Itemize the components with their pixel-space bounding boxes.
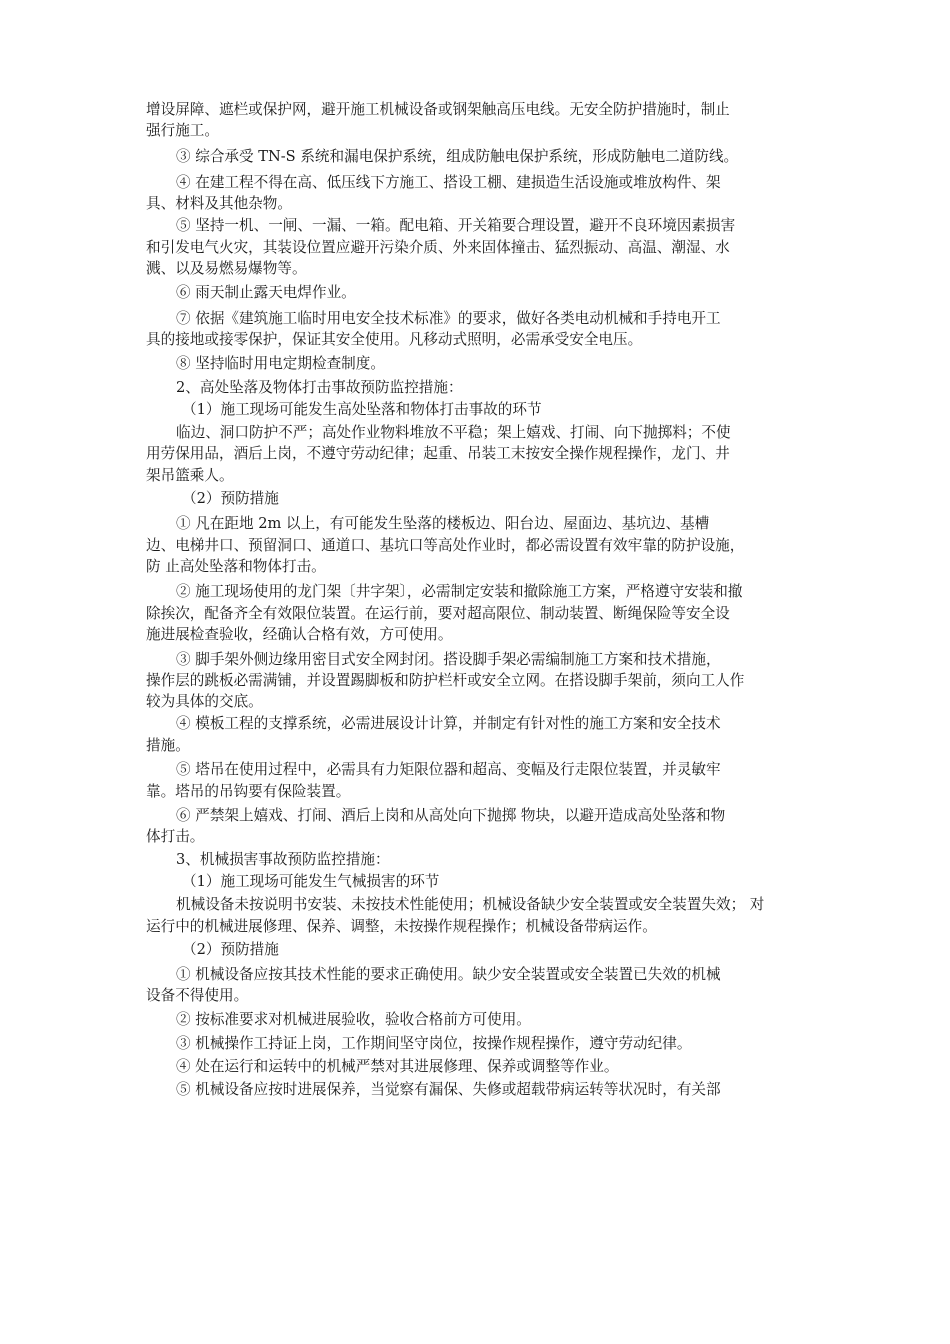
text-line: ③ 综合承受 TN-S 系统和漏电保护系统，组成防触电保护系统，形成防触电二道防线。 [176, 148, 739, 165]
text-line: ② 按标准要求对机械进展验收，验收合格前方可使用。 [176, 1011, 531, 1028]
text-line: 防 止高处坠落和物体打击。 [146, 558, 326, 575]
text-line: ③ 机械操作工持证上岗，工作期间坚守岗位，按操作规程操作，遵守劳动纪律。 [176, 1035, 692, 1052]
text-line: ④ 在建工程不得在高、低压线下方施工、搭设工棚、建损造生活设施或堆放构件、架 [176, 174, 721, 191]
text-line: 具的接地或接零保护，保证其安全使用。凡移动式照明，必需承受安全电压。 [146, 331, 643, 348]
text-line: 架吊篮乘人。 [146, 467, 234, 484]
text-line: 施进展检查验收，经确认合格有效，方可使用。 [146, 626, 453, 643]
text-line: ⑤ 机械设备应按时进展保养，当觉察有漏保、失修或超载带病运转等状况时，有关部 [176, 1081, 721, 1098]
text-line: 增设屏障、遮栏或保护网，避开施工机械设备或钢架触高压电线。无安全防护措施时，制止 [146, 101, 730, 118]
subsection-heading: （2）预防措施 [182, 941, 279, 958]
text-line: ⑤ 塔吊在使用过程中，必需具有力矩限位器和超高、变幅及行走限位装置，并灵敏牢 [176, 761, 721, 778]
text-line: ⑦ 依据《建筑施工临时用电安全技术标准》的要求，做好各类电动机械和手持电开工 [176, 310, 721, 327]
text-line: 强行施工。 [146, 122, 219, 139]
text-line: ④ 处在运行和运转中的机械严禁对其进展修理、保养或调整等作业。 [176, 1058, 619, 1075]
text-line: 溅、以及易燃易爆物等。 [146, 260, 307, 277]
text-line: 设备不得使用。 [146, 987, 249, 1004]
subsection-heading: （1）施工现场可能发生高处坠落和物体打击事故的环节 [182, 401, 542, 418]
text-line: ④ 模板工程的支撑系统，必需进展设计计算，并制定有针对性的施工方案和安全技术 [176, 715, 721, 732]
text-line: 边、电梯井口、预留洞口、通道口、基坑口等高处作业时，都必需设置有效牢靠的防护设施， [146, 537, 745, 554]
text-line: 用劳保用品，酒后上岗，不遵守劳动纪律；起重、吊装工末按安全操作规程操作，龙门、井 [146, 445, 730, 462]
text-line: 操作层的跳板必需满铺，并设置踢脚板和防护栏杆或安全立网。在搭设脚手架前，须向工人作 [146, 672, 745, 689]
text-line: 措施。 [146, 737, 190, 754]
text-line: ③ 脚手架外侧边缘用密目式安全网封闭。搭设脚手架必需编制施工方案和技术措施， [176, 651, 721, 668]
section-heading: 2、高处坠落及物体打击事故预防监控措施： [176, 379, 463, 396]
text-line: 靠。塔吊的吊钩要有保险装置。 [146, 783, 351, 800]
text-line: 临边、洞口防护不严；高处作业物料堆放不平稳；架上嬉戏、打闹、向下抛掷料；不使 [176, 424, 731, 441]
text-line: ⑥ 严禁架上嬉戏、打闹、酒后上岗和从高处向下抛掷 物块，以避开造成高处坠落和物 [176, 807, 726, 824]
text-line: 具、材料及其他杂物。 [146, 195, 292, 212]
text-line: ⑥ 雨天制止露天电焊作业。 [176, 284, 356, 301]
text-line: ⑧ 坚持临时用电定期检查制度。 [176, 355, 385, 372]
text-line: 除挨次，配备齐全有效限位装置。在运行前，要对超高限位、制动装置、断绳保险等安全设 [146, 605, 730, 622]
section-heading: 3、机械损害事故预防监控措施： [176, 851, 390, 868]
text-line: ① 凡在距地 2m 以上，有可能发生坠落的楼板边、阳台边、屋面边、基坑边、基槽 [176, 515, 710, 532]
text-line: ⑤ 坚持一机、一闸、一漏、一箱。配电箱、开关箱要合理设置，避开不良环境因素损害 [176, 217, 736, 234]
text-line: 较为具体的交底。 [146, 693, 263, 710]
text-line: 体打击。 [146, 828, 205, 845]
text-line: 运行中的机械进展修理、保养、调整，未按操作规程操作；机械设备带病运作。 [146, 918, 657, 935]
text-line: 和引发电气火灾，其装设位置应避开污染介质、外来固体撞击、猛烈振动、高温、潮湿、水 [146, 239, 730, 256]
text-line: 机械设备未按说明书安装、未按技术性能使用；机械设备缺少安全装置或安全装置失效； 对 [176, 896, 765, 913]
text-line: ① 机械设备应按其技术性能的要求正确使用。缺少安全装置或安全装置已失效的机械 [176, 966, 721, 983]
text-line: ② 施工现场使用的龙门架〔井字架〕，必需制定安装和撤除施工方案，严格遵守安装和撤 [176, 583, 743, 600]
subsection-heading: （2）预防措施 [182, 490, 279, 507]
subsection-heading: （1）施工现场可能发生气械损害的环节 [182, 873, 440, 890]
